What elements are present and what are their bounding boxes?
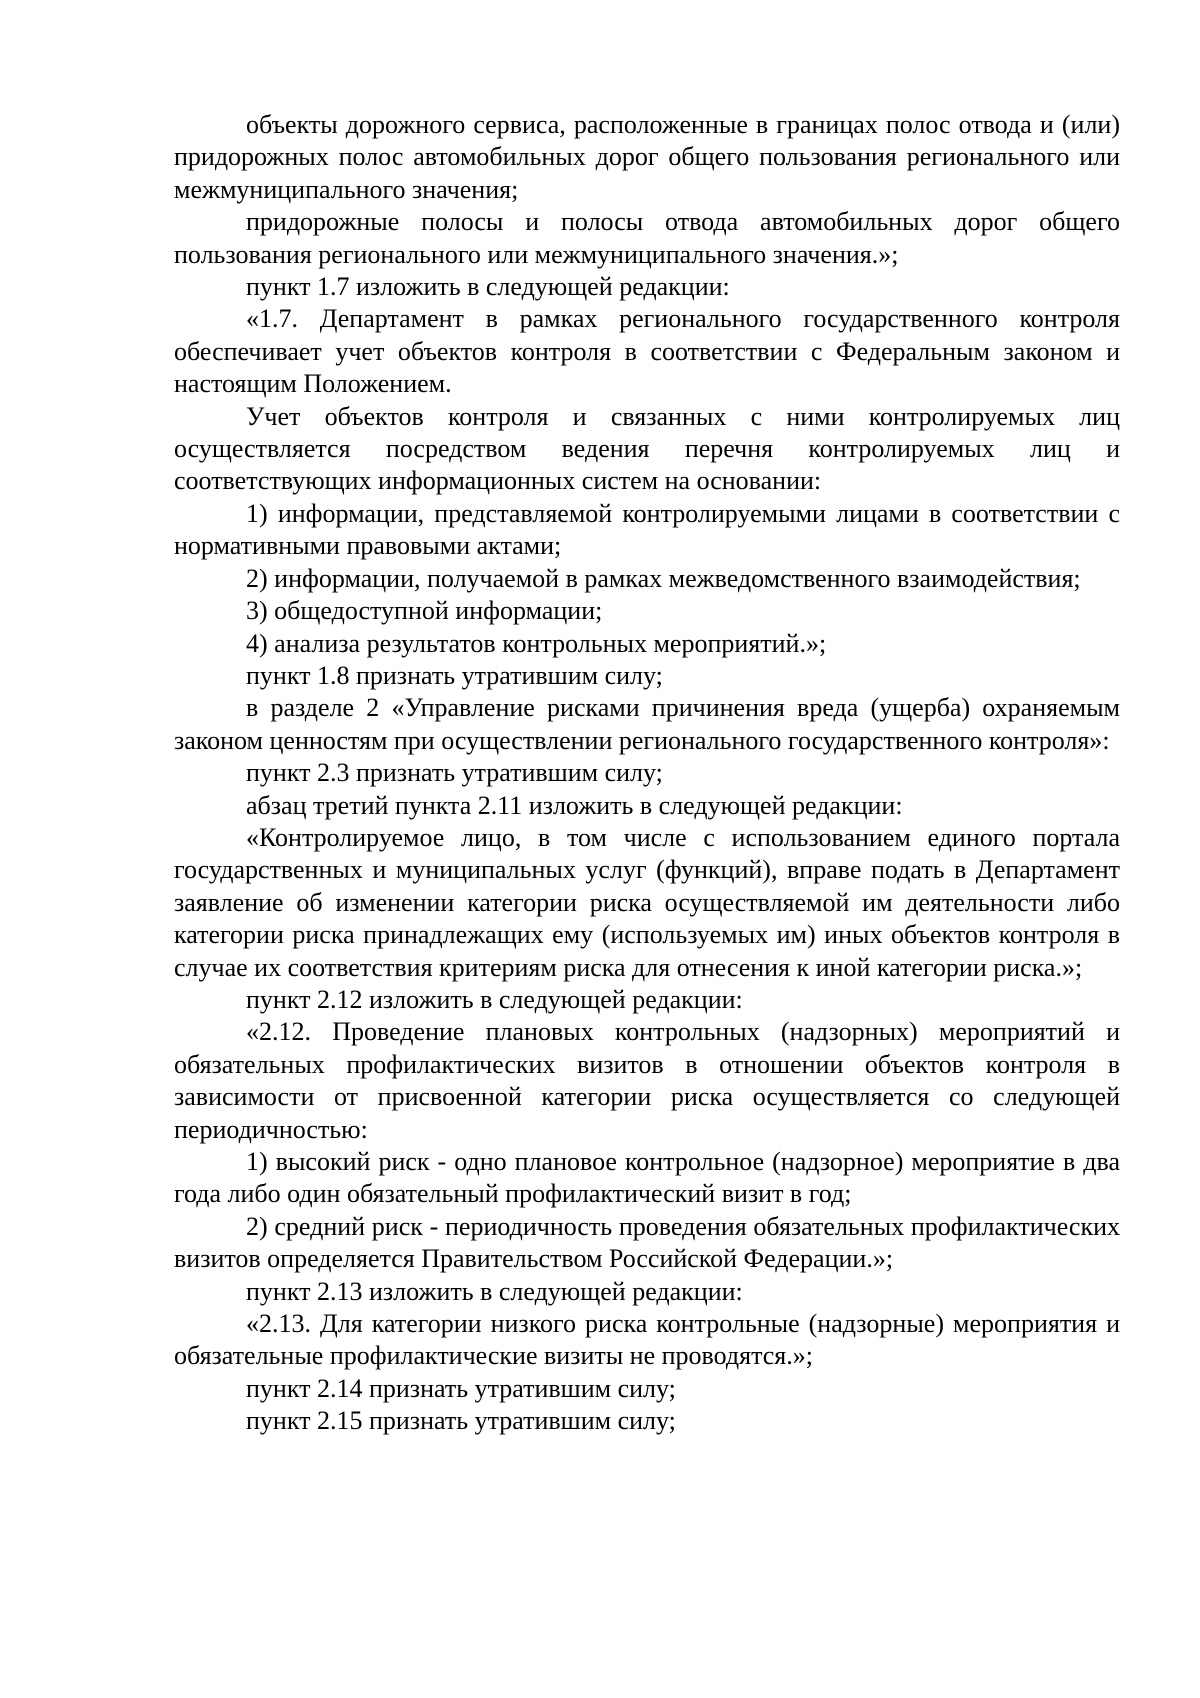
- paragraph-item-1-7-intro: пункт 1.7 изложить в следующей редакции:: [246, 272, 730, 302]
- paragraph-section-2: в разделе 2 «Управление рисками причинения вреда (ущерба) охраняемым законом ценностям при осуществлении регионального государственного контроля»:: [174, 693, 1120, 755]
- paragraph-item-2-14: пункт 2.14 признать утратившим силу;: [246, 1373, 676, 1403]
- paragraph-item-2-11-intro: абзац третий пункта 2.11 изложить в следующей редакции:: [246, 790, 903, 820]
- paragraph-medium-risk: 2) средний риск - периодичность проведения обязательных профилактических визитов определяется Правительством Российской Федерации.»;: [174, 1211, 1120, 1274]
- paragraph-item-1-7: «1.7. Департамент в рамках регионального государственного контроля обеспечивает учет объектов контроля в соответствии с Федеральным законом и настоящим Положением.: [174, 304, 1120, 399]
- paragraph-list-item-4: 4) анализа результатов контрольных мероприятий.»;: [246, 628, 827, 658]
- paragraph-item-2-3: пункт 2.3 признать утратившим силу;: [246, 758, 663, 788]
- paragraph-road-service-objects: объекты дорожного сервиса, расположенные в границах полос отвода и (или) придорожных полос автомобильных дорог общего пользования регионального или межмуниципального значения;: [174, 110, 1120, 204]
- paragraph-item-2-13: «2.13. Для категории низкого риска контрольные (надзорные) мероприятия и обязательные профилактические визиты не проводятся.»;: [174, 1309, 1120, 1371]
- paragraph-item-2-15: пункт 2.15 признать утратившим силу;: [246, 1406, 676, 1436]
- document-page: [174, 109, 1120, 1438]
- paragraph-list-item-3: 3) общедоступной информации;: [246, 596, 603, 626]
- paragraph-accounting-basis: Учет объектов контроля и связанных с ними контролируемых лиц осуществляется посредством ведения перечня контролируемых лиц и соответствующих информационных систем на основании:: [174, 401, 1120, 496]
- paragraph-item-2-12: «2.12. Проведение плановых контрольных (надзорных) мероприятий и обязательных профилактических визитов в отношении объектов контроля в зависимости от присвоенной категории риска осуществляется со следующей периодичностью:: [174, 1017, 1120, 1144]
- paragraph-item-2-11: «Контролируемое лицо, в том числе с использованием единого портала государственных и муниципальных услуг (функций), вправе подать в Департамент заявление об изменении категории риска осуществляемой им деятельности либо категории риска принадлежащих ему (используемых им) иных объектов контроля в случае их соответствия критериям риска для отнесения к иной категории риска.»;: [174, 822, 1120, 982]
- paragraph-item-2-13-intro: пункт 2.13 изложить в следующей редакции:: [246, 1276, 743, 1306]
- paragraph-list-item-2: 2) информации, получаемой в рамках межведомственного взаимодействия;: [246, 563, 1081, 593]
- paragraph-item-1-8: пункт 1.8 признать утратившим силу;: [246, 660, 663, 690]
- paragraph-roadside-strips: придорожные полосы и полосы отвода автомобильных дорог общего пользования регионального или межмуниципального значения.»;: [174, 207, 1120, 269]
- paragraph-high-risk: 1) высокий риск - одно плановое контрольное (надзорное) мероприятие в два года либо один обязательный профилактический визит в год;: [174, 1147, 1120, 1209]
- paragraph-list-item-1: 1) информации, представляемой контролируемыми лицами в соответствии с нормативными правовыми актами;: [174, 498, 1120, 561]
- paragraph-item-2-12-intro: пункт 2.12 изложить в следующей редакции:: [246, 984, 743, 1014]
